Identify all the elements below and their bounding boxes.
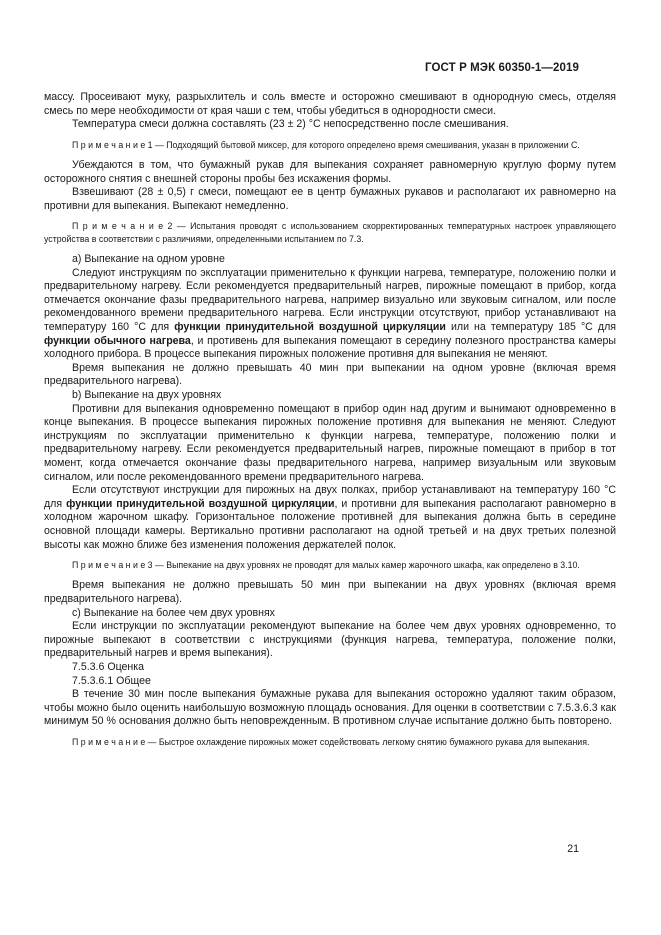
paragraph: массу. Просеивают муку, разрыхлитель и соль вместе и осторожно смешивают в однородную смесь, отделяя смесь по мере необходимости от края чаши с тем, чтобы убедиться в однородности смеси. — [44, 91, 616, 117]
note-4 — [44, 736, 616, 748]
note-text: — Испытания проводят с использованием скорректированных температурных настроек управляющего устройства в соответствии с различиями, определенными испытанием по 7.3. — [44, 221, 617, 244]
list-item-heading: b) Выпекание на двух уровнях — [72, 388, 222, 401]
note-2 — [44, 220, 616, 245]
list-item-heading: а) Выпекание на одном уровне — [72, 253, 225, 266]
note-1 — [44, 139, 616, 151]
note-label: П р и м е ч а н и е 3 — [72, 560, 153, 571]
paragraph: Время выпекания не должно превышать 40 мин при выпекании на одном уровне (включая время предварительного нагрева). — [44, 361, 616, 388]
text-run: или на температуру 185 °С для — [445, 321, 616, 334]
section-heading: 7.5.3.6 Оценка — [72, 660, 145, 673]
paragraph — [44, 267, 616, 362]
paragraph: В течение 30 мин после выпекания бумажные рукава для выпекания осторожно удаляют таким образом, чтобы можно было оценить наибольшую возможную площадь основания. Для оценки в соответствии с 7.5.3.6.3 как минимум 50 % основания должно быть неповрежденным. В противном случае испытание должно быть повторено. — [44, 688, 616, 728]
paragraph: Убеждаются в том, что бумажный рукав для выпекания сохраняет равномерную круглую форму путем осторожного снятия с внешней стороны пробы без искажения формы. — [44, 159, 616, 185]
text-run: , и противень для выпекания помещают в середину полезного пространства камеры холодного прибора. В процессе выпекания пирожных положение противня для выпекания не меняют. — [44, 334, 616, 361]
paragraph: Температура смеси должна составлять (23 ± 2) °С непосредственно после смешивания. — [72, 118, 509, 131]
bold-term: функции принудительной воздушной циркуляции — [174, 321, 446, 334]
text-run: , и противни для выпекания располагают равномерно в холодном жарочном шкафу. Горизонтальное положение противней для выпекания должна быть в середине основной площади камеры. Вертикально противни располагают на одной третьей и на двух третьих полезной высоты как можно ближе без изменения положения держателей полок. — [44, 497, 616, 551]
page-body — [44, 91, 616, 756]
paragraph: Время выпекания не должно превышать 50 мин при выпекании на двух уровнях (включая время предварительного нагрева). — [44, 579, 616, 605]
paragraph: Противни для выпекания одновременно помещают в прибор один над другим и вынимают одновременно в конце выпекания. В процессе выпекания пирожных положение противня для выпекания не меняют. Следуют инструкциям по эксплуатации применительно к функции нагрева, температуре, положению полки и предварительному нагреву. Если рекомендуется предварительный нагрев, пирожные помещают в прибор в тот момент, когда отмечается окончание фазы предварительного нагрева, например визуальным или звуковым сигналом, или после рекомендованного времени предварительного нагрева. — [44, 402, 616, 483]
note-text: — Быстрое охлаждение пирожных может содействовать легкому снятию бумажного рукава для выпекания. — [145, 736, 590, 747]
paragraph — [44, 484, 616, 552]
note-text: — Подходящий бытовой миксер, для которого определено время смешивания, указан в приложении С. — [152, 139, 580, 150]
bold-term: функции принудительной воздушной циркуляции — [66, 497, 335, 510]
paragraph: Взвешивают (28 ± 0,5) г смеси, помещают ее в центр бумажных рукавов и располагают их равномерно на противни для выпекания. Выпекают немедленно. — [44, 186, 616, 212]
note-label: П р и м е ч а н и е 1 — [72, 139, 153, 150]
note-text: — Выпекание на двух уровнях не проводят для малых камер жарочного шкафа, как определено в 3.10. — [152, 560, 580, 571]
bold-term: функции обычного нагрева — [44, 334, 191, 347]
paragraph: Если инструкции по эксплуатации рекомендуют выпекание на более чем двух уровнях одновременно, то пирожные выпекают в соответствии с инструкциями (функция нагрева, температура, положение полки, предварительный нагрев и время выпекания). — [44, 620, 616, 660]
document-header: ГОСТ Р МЭК 60350-1—2019 — [425, 62, 579, 74]
page-number: 21 — [567, 843, 579, 855]
note-label: П р и м е ч а н и е 2 — [72, 221, 173, 232]
section-heading: 7.5.3.6.1 Общее — [72, 674, 151, 687]
text-run: Следуют инструкциям по эксплуатации применительно к функции нагрева, температуре, положению полки и предварительному нагреву. Если рекомендуется предварительный нагрев, пирожные помещают в прибор, когда отмечается окончание фазы предварительного нагрева, например визуально или звуковым сигналом, или после рекомендованного времени предварительного нагрева. Если инструкции отсутствуют, прибор устанавливают на температуру 160 °С для — [44, 266, 616, 334]
note-label: П р и м е ч а н и е — [72, 736, 146, 747]
list-item-heading: с) Выпекание на более чем двух уровнях — [72, 606, 275, 619]
note-3 — [44, 559, 616, 571]
text-run: Если отсутствуют инструкции для пирожных на двух полках, прибор устанавливают на температуру 160 °С для — [44, 484, 616, 510]
